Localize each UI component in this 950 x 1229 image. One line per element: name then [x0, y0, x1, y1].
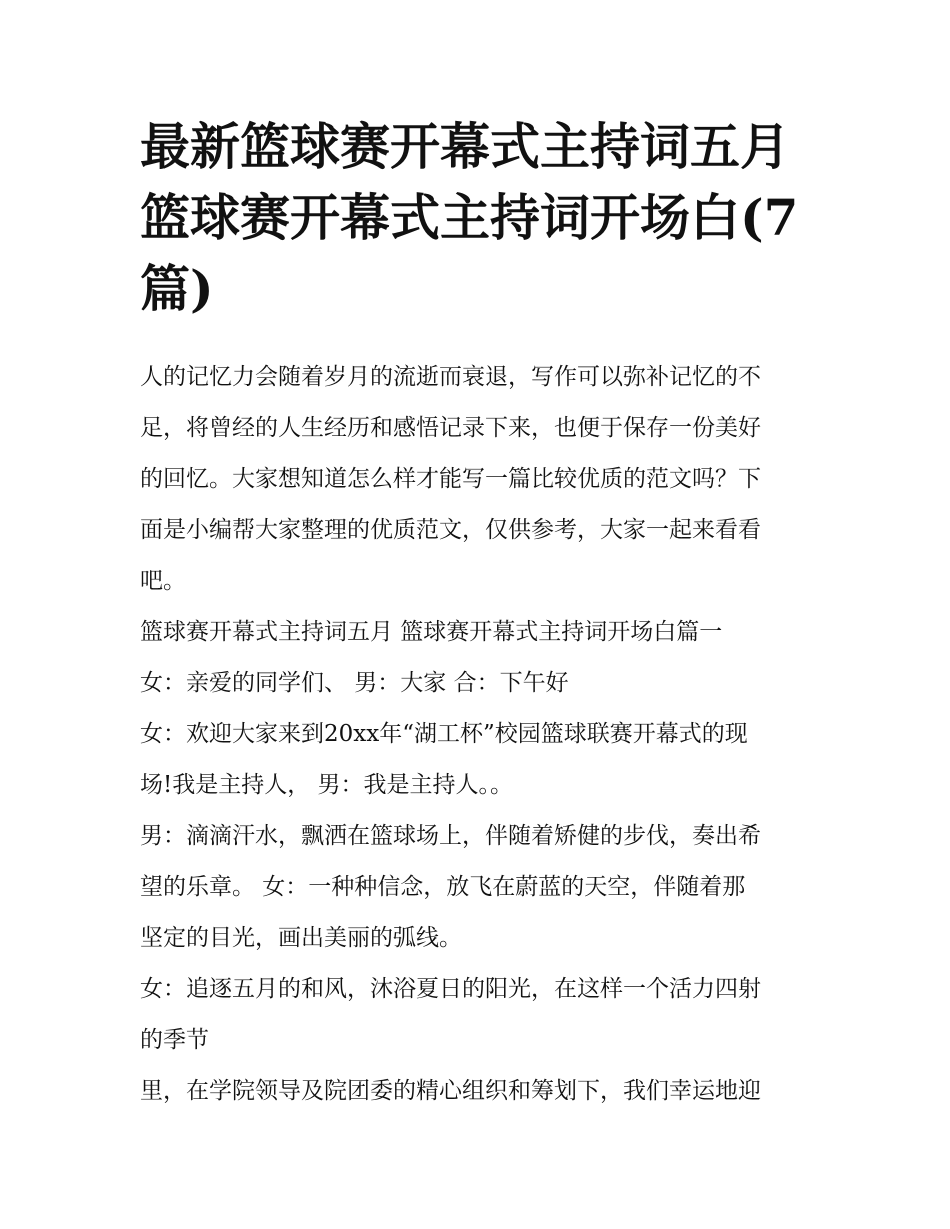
document-body: [140, 352, 820, 1117]
document-title: [140, 111, 820, 324]
title-line: 最新篮球赛开幕式主持词五月: [140, 117, 790, 176]
body-line: 面是小编帮大家整理的优质范文，仅供参考，大家一起来看看: [140, 517, 761, 543]
body-line: 里，在学院领导及院团委的精心组织和筹划下，我们幸运地迎: [140, 1078, 761, 1104]
body-line: 的季节: [140, 1027, 209, 1053]
title-line: 篮球赛开幕式主持词开场白(7: [140, 188, 799, 247]
body-line: 望的乐章。 女：一种种信念，放飞在蔚蓝的天空，伴随着那: [140, 874, 746, 900]
title-line: 篇): [140, 259, 214, 318]
body-line: 场!我是主持人， 男：我是主持人。。: [140, 772, 514, 798]
body-line: 女：欢迎大家来到20xx年“湖工杯”校园篮球联赛开幕式的现: [140, 721, 748, 747]
body-line: 足，将曾经的人生经历和感悟记录下来，也便于保存一份美好: [140, 415, 761, 441]
section-heading: 篮球赛开幕式主持词五月 篮球赛开幕式主持词开场白篇一: [140, 619, 723, 645]
body-line: 吧。: [140, 568, 186, 594]
body-line: 的回忆。大家想知道怎么样才能写一篇比较优质的范文吗？下: [140, 466, 761, 492]
body-line: 人的记忆力会随着岁月的流逝而衰退，写作可以弥补记忆的不: [140, 364, 761, 390]
body-line: 女：亲爱的同学们、 男：大家 合：下午好: [140, 670, 569, 696]
body-line: 女：追逐五月的和风，沐浴夏日的阳光，在这样一个活力四射: [140, 976, 761, 1002]
body-line: 男：滴滴汗水，飘洒在篮球场上，伴随着矫健的步伐，奏出希: [140, 823, 761, 849]
body-line: 坚定的目光，画出美丽的弧线。: [140, 925, 462, 951]
